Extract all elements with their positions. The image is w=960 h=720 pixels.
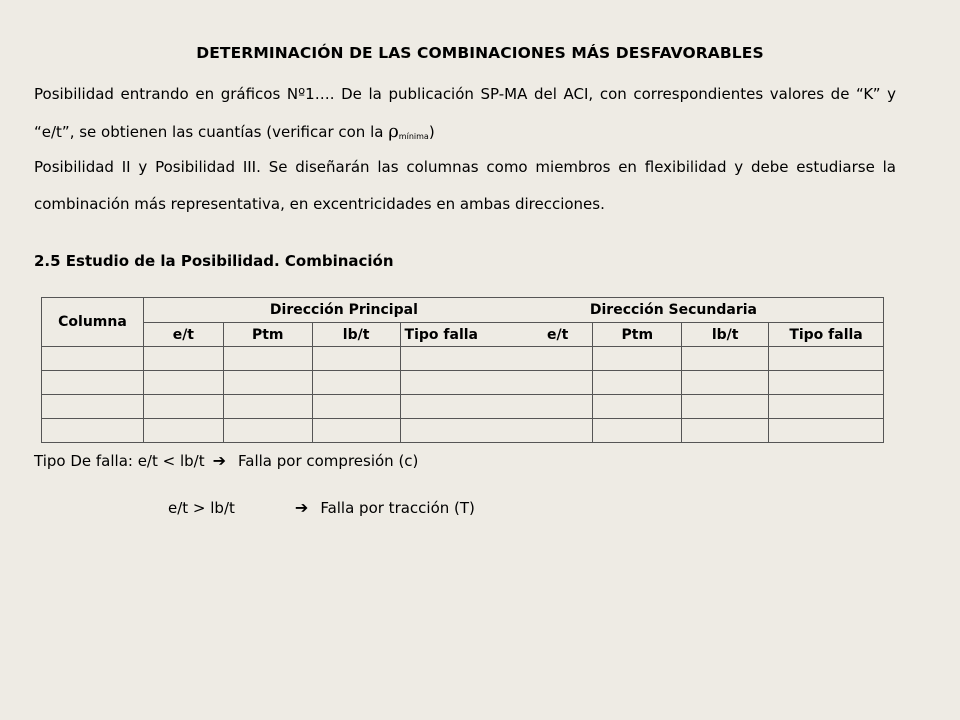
- subheader-lbt-2: lb/t: [682, 323, 769, 347]
- subheader-tipo-falla-2: Tipo falla: [769, 323, 884, 347]
- rho-subscript: mínima: [398, 132, 429, 141]
- subheader-tipo-et: [400, 323, 593, 347]
- note1-condition: Tipo De falla: e/t < lb/t: [34, 452, 205, 470]
- subheader-et-2: e/t: [547, 326, 569, 343]
- combination-table: [41, 297, 884, 443]
- note2-result: Falla por tracción (T): [320, 499, 475, 517]
- subheader-ptm-2: Ptm: [593, 323, 682, 347]
- right-arrow-icon: ➔: [294, 498, 309, 517]
- dir-principal-header: Dirección Principal: [269, 302, 418, 318]
- failure-note-traction: [168, 498, 475, 517]
- paragraph-1-close: ): [428, 123, 435, 141]
- table-row: [42, 371, 884, 395]
- subheader-et-1: e/t: [143, 323, 223, 347]
- note2-condition: e/t > lb/t: [168, 499, 235, 517]
- direction-header: [143, 298, 883, 323]
- rho-symbol: ρ: [388, 121, 399, 142]
- subheader-ptm-1: Ptm: [223, 323, 312, 347]
- paragraph-2: Posibilidad II y Posibilidad III. Se diseñarán las columnas como miembros en flexibilidad y debe estudiarse la combinación más representativa, en excentricidades en ambas direcciones.: [34, 158, 896, 213]
- section-title: 2.5 Estudio de la Posibilidad. Combinación: [34, 252, 394, 270]
- table-row: [42, 395, 884, 419]
- failure-note-compression: [34, 451, 418, 470]
- subheader-lbt-1: lb/t: [312, 323, 400, 347]
- paragraph-1-text: Posibilidad entrando en gráficos Nº1…. De la publicación SP-MA del ACI, con correspondientes valores de “K” y “e/t”, se obtienen las cuantías (verificar con la: [34, 85, 896, 141]
- col-header-columna: Columna: [42, 298, 144, 347]
- page-title: DETERMINACIÓN DE LAS COMBINACIONES MÁS DESFAVORABLES: [196, 44, 764, 62]
- subheader-tipo-falla-1: Tipo falla: [404, 326, 478, 343]
- dir-secundaria-header: Dirección Secundaria: [589, 302, 757, 318]
- right-arrow-icon: ➔: [212, 451, 227, 470]
- table-header-row: [42, 298, 884, 323]
- note1-result: Falla por compresión (c): [238, 452, 419, 470]
- paragraph-1: [34, 76, 896, 155]
- table-row: [42, 419, 884, 443]
- table-row: [42, 347, 884, 371]
- table-subheader-row: [42, 323, 884, 347]
